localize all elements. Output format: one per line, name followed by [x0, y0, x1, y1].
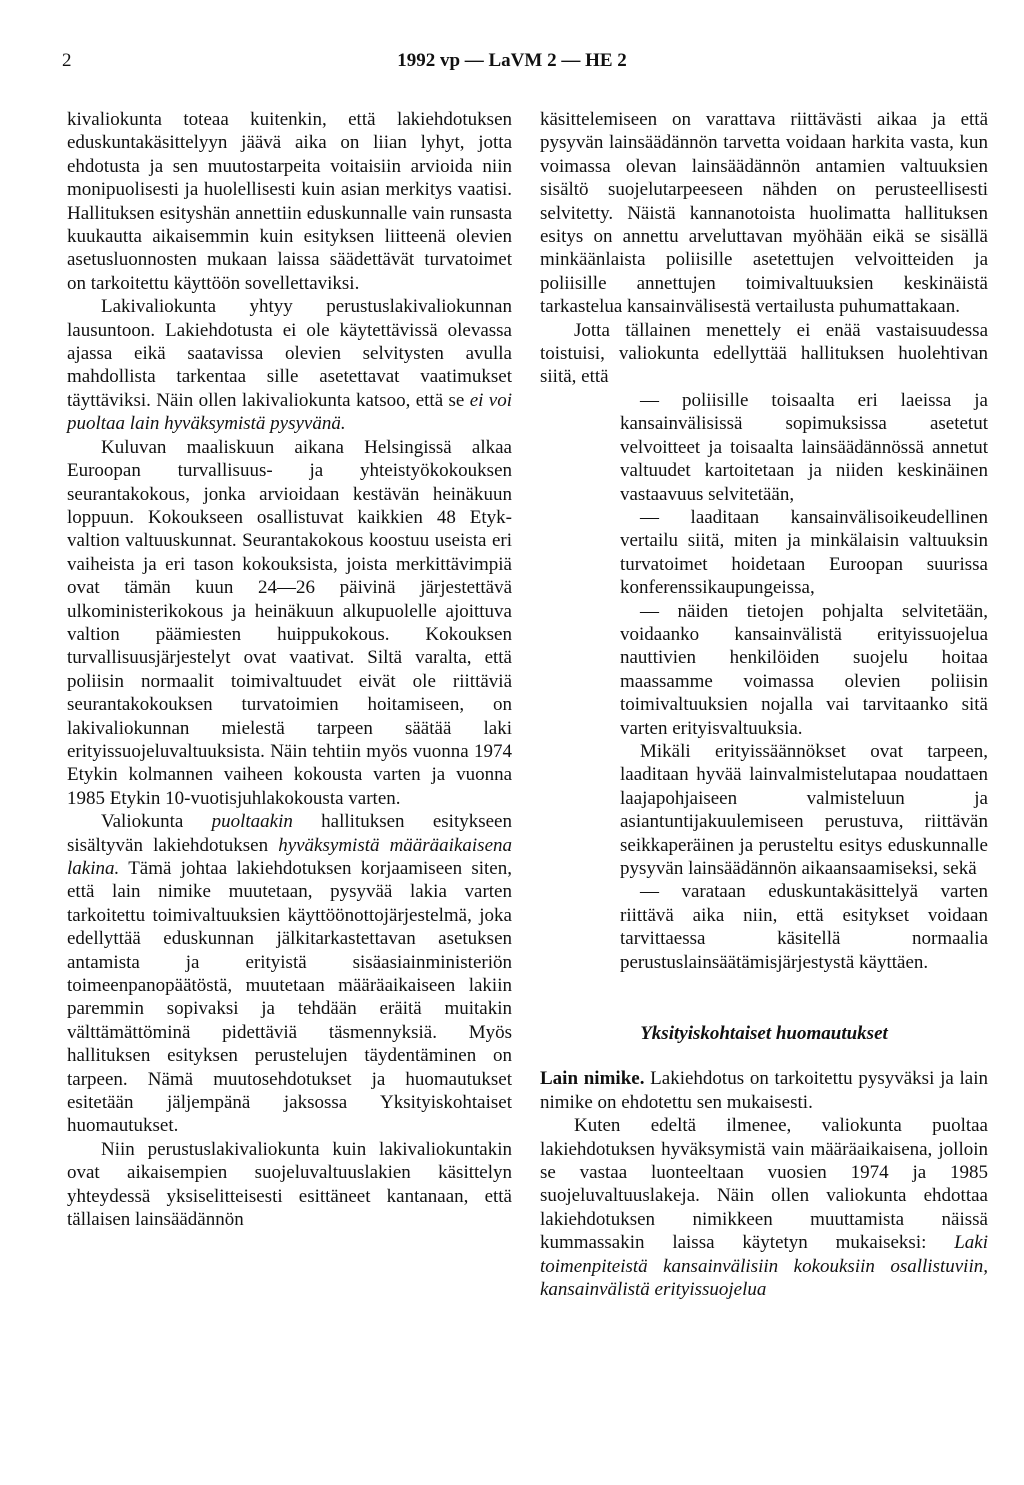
- italic-run: hyväksymistä määräaikaisena lakina.: [67, 834, 512, 879]
- right-paragraph-4: [540, 1114, 988, 1301]
- left-paragraph-3: Kuluvan maaliskuun aikana Helsingissä alkaa Euroopan turvallisuus- ja yhteistyökokouksen seurantakokous, jonka arvioidaan kestävän heinäkuun loppuun. Kokoukseen osallistuvat kaikkien 48 Etyk-valtion valtuuskunnat. Seurantakokous koostuu useista eri vaiheista ja eri tason kokouksista, joista merkittävimpiä ovat tämän kuun 24—26 päivinä järjestettävä ulkoministerikokous ja heinäkuun alkupuolelle ajoittuva valtion päämiesten huippukokous. Kokouksen turvallisuusjärjestelyt ovat vaativat. Siltä varalta, että poliisin normaalit toimivaltuudet eivät ole riittäviä seurantakokouksen turvatoimien hoitamiseen, on lakivaliokunnan mielestä tarpeen säätää laki erityissuojeluvaltuuksista. Näin tehtiin myös vuonna 1974 Etykin kolmannen vaiheen kokousta varten ja vuonna 1985 Etykin 10-vuotisjuhlakokousta varten.: [67, 436, 512, 809]
- text-run: Tämä johtaa lakiehdotuksen korjaamiseen siten, että lain nimike muutetaan, pysyvää lakia varten tarkoitettu toimivaltuuksien käyttöönottojärjestelmä, joka edellyttää eduskunnan jälkitarkastettavan asetuksen antamista ja erityistä sisäasiainministeriön toimeenpanopäätöstä, muutetaan määräaikaiseen lakiin paremmin sopivaksi ja tehdään eräitä muitakin välttämättöminä pidettäviä täsmennyksiä. Myös hallituksen esityksen perustelujen täydentäminen on tarpeen. Nämä muutosehdotukset ja huomautukset esitetään jäljempänä jaksossa Yksityiskohtaiset huomautukset.: [67, 858, 512, 1137]
- text-run: hallituksen esitykseen sisältyvän lakiehdotuksen: [67, 811, 512, 856]
- left-column: [67, 108, 512, 1232]
- list-item-2: — laaditaan kansainvälisoikeudellinen vertailu siitä, miten ja minkälaisin valtuuksin turvatoimet hoidetaan Euroopan suurissa konferenssikaupungeissa,: [620, 506, 988, 599]
- italic-run: ei voi puoltaa lain hyväksymistä pysyvänä.: [67, 389, 512, 435]
- running-head: 1992 vp — LaVM 2 — HE 2: [397, 50, 627, 71]
- text-run: Lakiehdotus on tarkoitettu pysyväksi ja lain nimike on ehdotettu sen mukaisesti.: [540, 1068, 988, 1113]
- right-paragraph-1: käsittelemiseen on varattava riittävästi aikaa ja että pysyvän lainsäädännön tarvetta voidaan harkita vasta, kun voimassa olevan lainsäädännön antamien valtuuksien sisältö suojelutarpeeseen nähden on perusteellisesti selvitetty. Näistä kannanotoista huolimatta hallituksen esitys on annettu arveluttavan myöhään eikä se sisällä minkäänlaista poliisille asetettujen velvoitteiden ja poliisille annettujen toimivaltuuksien keskinäistä tarkastelua kansainvälisestä vertailusta puhumattakaan.: [540, 109, 988, 318]
- page-number: 2: [62, 50, 72, 71]
- text-run: Valiokunta: [101, 811, 212, 833]
- right-paragraph-3: [540, 1067, 988, 1114]
- list-item-4: Mikäli erityissäännökset ovat tarpeen, laaditaan hyvää lainvalmistelutapaa noudattaen laajapohjaiseen valmisteluun ja asiantuntijakuulemiseen perustuva, riittävän seikkaperäinen ja perusteltu esitys eduskunnalle pysyvän lainsäädännön aikaansaamiseksi, sekä: [620, 740, 988, 879]
- left-paragraph-5: Niin perustuslakivaliokunta kuin lakivaliokuntakin ovat aikaisempien suojeluvaltuuslakien käsittelyn yhteydessä yksiselitteisesti esittäneet kantanaan, että tällaisen lainsäädännön: [67, 1138, 512, 1231]
- right-column: [540, 108, 988, 1302]
- list-item-3: — näiden tietojen pohjalta selvitetään, voidaanko kansainvälistä erityissuojelua nauttivien henkilöiden suojelu hoitaa maassamme voimassa olevien poliisin toimivaltuuksien nojalla vai tarvitaanko sitä varten erityisvaltuuksia.: [620, 600, 988, 739]
- section-heading: Yksityiskohtaiset huomautukset: [640, 1023, 888, 1045]
- text-run: Lakivaliokunta yhtyy perustuslakivaliokunnan lausuntoon. Lakiehdotusta ei ole käytettävissä olevassa ajassa eikä saatavissa olevien selvitysten avulla mahdollista tarkentaa sille asetettavat vaatimukset täyttäviksi. Näin ollen lakivaliokunta katsoo, että se: [67, 296, 512, 411]
- list-item-1: — poliisille toisaalta eri laeissa ja kansainvälisissä sopimuksissa asetetut velvoitteet ja toisaalta lainsäädännössä annetut valtuudet kartoitetaan ja niiden keskinäinen vastaavuus selvitetään,: [620, 389, 988, 505]
- italic-run: Laki toimenpiteistä kansainvälisiin kokouksiin osallistuviin, kansainvälistä erityissuojelua: [540, 1232, 988, 1301]
- right-paragraph-2: Jotta tällainen menettely ei enää vastaisuudessa toistuisi, valiokunta edellyttää hallituksen huolehtivan siitä, että: [540, 319, 988, 388]
- run-in-heading: Lain nimike.: [540, 1068, 645, 1090]
- list-item-5: — varataan eduskuntakäsittelyä varten riittävä aika niin, että esitykset voidaan tarvittaessa käsitellä normaalia perustuslainsäätämisjärjestystä käyttäen.: [620, 881, 988, 973]
- text-run: Kuten edeltä ilmenee, valiokunta puoltaa lakiehdotuksen hyväksymistä vain määräaikaisena, jolloin se vastaa luonteeltaan vuosien 1974 ja 1985 suojeluvaltuuslakeja. Näin ollen valiokunta ehdottaa lakiehdotuksen nimikkeen muuttamista näissä kummassakin laissa käytetyn mukaiseksi:: [540, 1115, 988, 1254]
- italic-run: puoltaakin: [211, 811, 293, 833]
- left-paragraph-1: kivaliokunta toteaa kuitenkin, että lakiehdotuksen eduskuntakäsittelyyn jäävä aika on liian lyhyt, jotta ehdotusta ja sen muutostarpeita voitaisiin arvioida niin monipuolisesti ja huolellisesti kuin asian merkitys vaatisi. Hallituksen esityshän annettiin eduskunnalle vain runsasta kuukautta aikaisemmin kuin esityksen liitteenä olevien asetusluonnosten mukaan laissa säädettävät turvatoimet on tarkoitettu käyttöön sovellettaviksi.: [67, 109, 512, 294]
- left-paragraph-2: [67, 295, 512, 435]
- left-paragraph-4: [67, 810, 512, 1138]
